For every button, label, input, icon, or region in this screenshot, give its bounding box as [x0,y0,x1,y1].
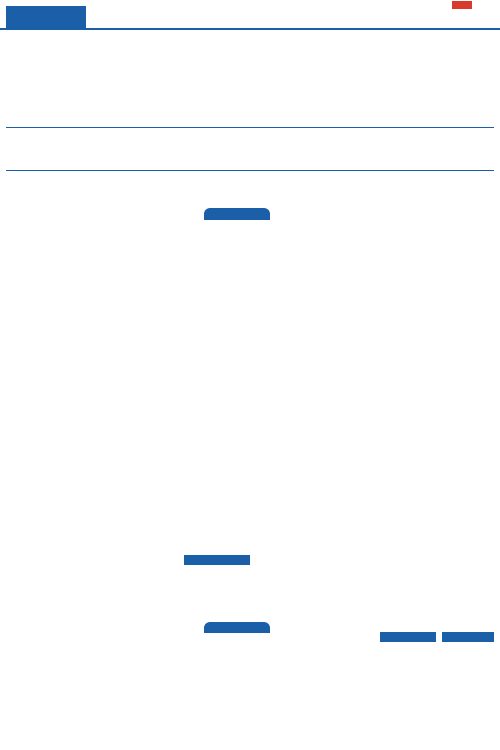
divider [6,170,494,171]
masthead [0,0,500,28]
stats-title [184,555,250,565]
hubei-chart [442,644,494,700]
divider [6,127,494,128]
campaign-banner [180,26,500,64]
hubei-chart-title [442,632,494,642]
age-chart [184,634,376,742]
paper-badge [452,1,472,9]
sex-chart-title [380,632,436,642]
sex-chart [380,644,436,700]
age-chart-title [204,622,270,633]
map-title [204,208,270,220]
section-tag [6,6,86,28]
